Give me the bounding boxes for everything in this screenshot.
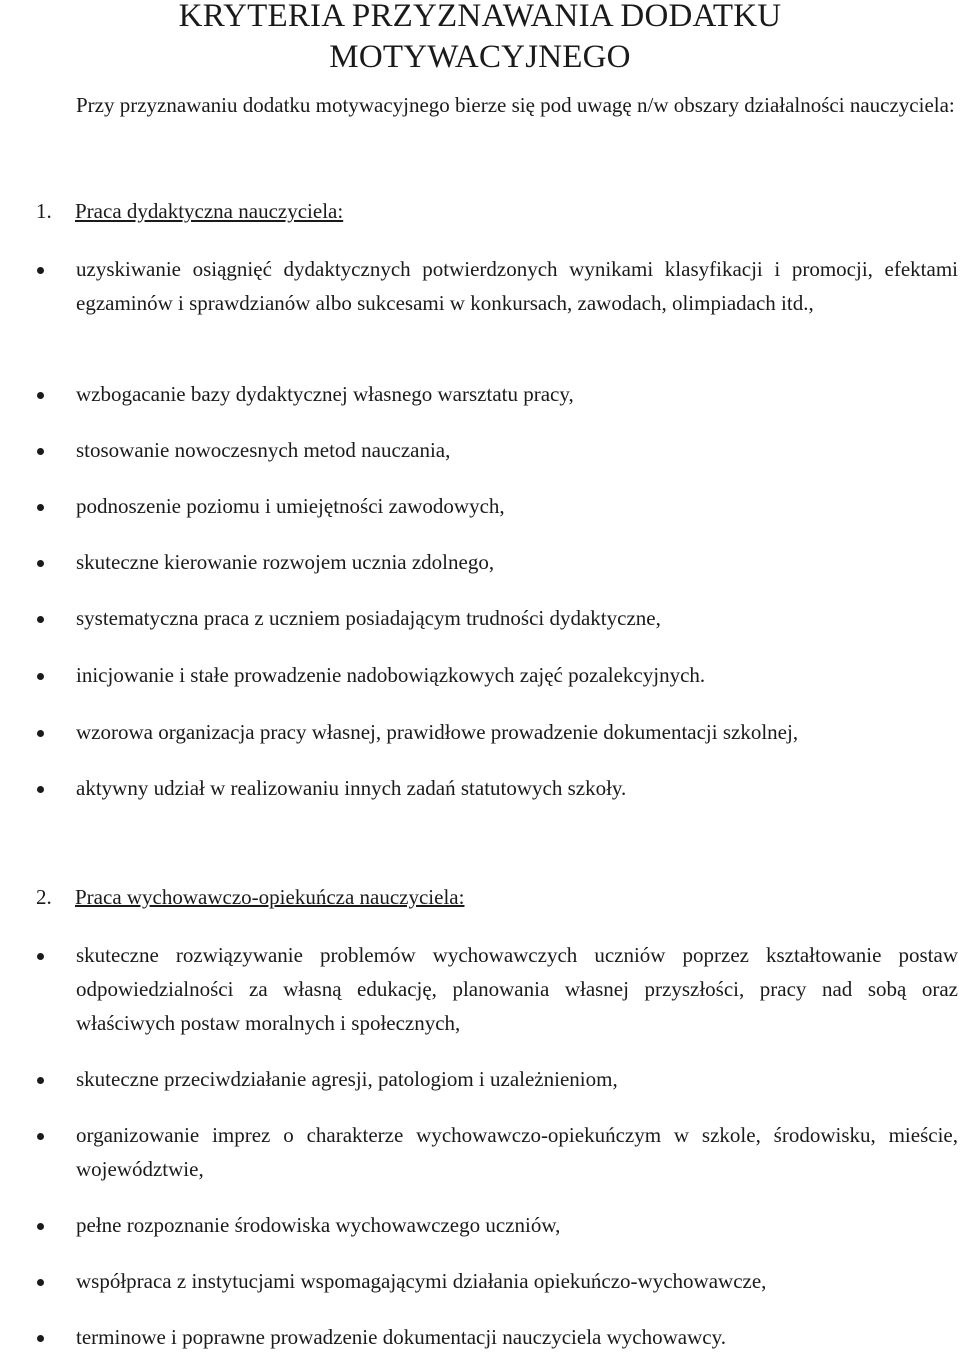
bullet-icon: [37, 560, 44, 567]
list-item-text: uzyskiwanie osiągnięć dydaktycznych potwierdzonych wynikami klasyfikacji i promocji, efektami egzaminów i sprawdzianów albo sukcesami w konkursach, zawodach, olimpiadach itd.,: [76, 257, 958, 315]
title-line-2: MOTYWACYJNEGO: [329, 39, 631, 75]
list-item-text: aktywny udział w realizowaniu innych zadań statutowych szkoły.: [76, 776, 627, 800]
list-item-text: współpraca z instytucjami wspomagającymi działania opiekuńczo-wychowawcze,: [76, 1269, 767, 1293]
bullet-icon: [37, 1335, 44, 1342]
bullet-icon: [37, 673, 44, 680]
list-item-text: skuteczne rozwiązywanie problemów wychowawczych uczniów poprzez kształtowanie postaw odpowiedzialności za własną edukację, planowania własnej przyszłości, pracy nad sobą oraz właściwych postaw moralnych i społecznych,: [76, 943, 958, 1035]
bullet-icon: [37, 448, 44, 455]
list-item-text: skuteczne kierowanie rozwojem ucznia zdolnego,: [76, 550, 495, 574]
list-item-text: podnoszenie poziomu i umiejętności zawodowych,: [76, 494, 505, 518]
section-1-number: 1.: [36, 199, 52, 223]
bullet-icon: [37, 504, 44, 511]
list-item-text: skuteczne przeciwdziałanie agresji, patologiom i uzależnieniom,: [76, 1067, 618, 1091]
bullet-icon: [37, 267, 44, 274]
bullet-icon: [37, 786, 44, 793]
title-line-1: KRYTERIA PRZYZNAWANIA DODATKU: [178, 0, 782, 34]
section-2-heading: [36, 882, 464, 912]
list-item-text: systematyczna praca z uczniem posiadającym trudności dydaktyczne,: [76, 606, 661, 630]
list-item-text: terminowe i poprawne prowadzenie dokumentacji nauczyciela wychowawcy.: [76, 1325, 726, 1349]
list-item-text: inicjowanie i stałe prowadzenie nadobowiązkowych zajęć pozalekcyjnych.: [76, 663, 706, 687]
section-1-heading: [36, 196, 343, 226]
list-item-text: wzorowa organizacja pracy własnej, prawidłowe prowadzenie dokumentacji szkolnej,: [76, 720, 799, 744]
bullet-icon: [37, 392, 44, 399]
list-item-text: wzbogacanie bazy dydaktycznej własnego warsztatu pracy,: [76, 382, 574, 406]
bullet-icon: [37, 1223, 44, 1230]
section-2-number: 2.: [36, 885, 52, 909]
document-title: [0, 0, 960, 78]
section-1-title: Praca dydaktyczna nauczyciela:: [75, 199, 344, 223]
bullet-icon: [37, 616, 44, 623]
section-2-title: Praca wychowawczo-opiekuńcza nauczyciela:: [75, 885, 465, 909]
bullet-icon: [37, 730, 44, 737]
list-item-text: stosowanie nowoczesnych metod nauczania,: [76, 438, 451, 462]
list-item-text: organizowanie imprez o charakterze wychowawczo-opiekuńczym w szkole, środowisku, mieście, województwie,: [76, 1123, 958, 1181]
bullet-icon: [37, 1133, 44, 1140]
intro-paragraph: Przy przyznawaniu dodatku motywacyjnego bierze się pod uwagę n/w obszary działalności nauczyciela:: [76, 93, 955, 117]
bullet-icon: [37, 953, 44, 960]
bullet-icon: [37, 1077, 44, 1084]
bullet-icon: [37, 1279, 44, 1286]
list-item-text: pełne rozpoznanie środowiska wychowawczego uczniów,: [76, 1213, 561, 1237]
